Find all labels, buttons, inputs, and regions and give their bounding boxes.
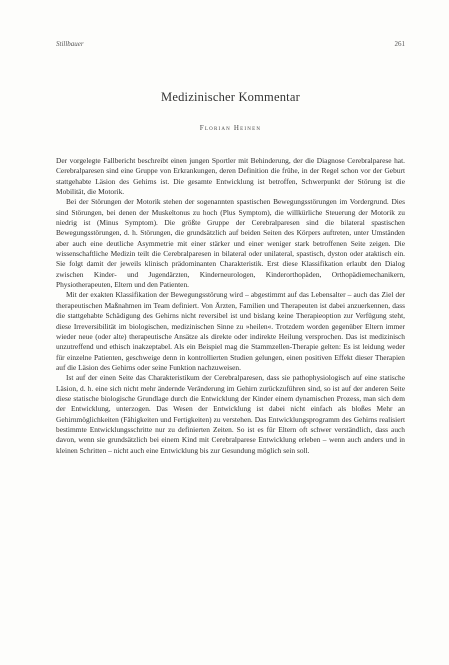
running-head-left: Stillbauer: [56, 40, 84, 48]
paragraph-1: Der vorgelegte Fallbericht beschreibt einen jungen Sportler mit Behinderung, der die Diagnose Cerebralparese hat. Cerebralparesen sind eine Gruppe von Erkrankungen, deren Definition die frühe, in der Regel schon vor der Geburt stattgehabte Läsion des Gehirns ist. Die gesamte Entwicklung ist betroffen, Schwerpunkt der Störung ist die Mobilität, die Motorik.: [56, 156, 405, 197]
page-number: 261: [394, 40, 405, 48]
article-author: Florian Heinen: [199, 124, 262, 132]
article-body: [56, 156, 405, 456]
paragraph-2: Bei der Störungen der Motorik stehen der sogenannten spastischen Bewegungsstörungen im Vordergrund. Dies sind Störungen, bei denen der Muskeltonus zu hoch (Plus Symptom), die willkürliche Steuerung der Motorik zu niedrig ist (Minus Symptom). Die größte Gruppe der Cerebralparesen sind die bilateral spastischen Bewegungsstörungen, d. h. Störungen, die grundsätzlich auf beiden Seiten des Körpers auftreten, unter Umständen aber auch eine deutliche Asymmetrie mit einer stärker und einer weniger stark betroffenen Seite zeigen. Die wissenschaftliche Medizin teilt die Cerebralparesen in bilateral oder unilateral, spastisch, dyston oder ataktisch ein. Sie folgt damit der jeweils klinisch prädominanten Charakteristik. Erst diese Klassifikation erlaubt den Dialog zwischen Kinder- und Jugendärzten, Kinderneurologen, Kinderorthopäden, Orthopädiemechanikern, Physiotherapeuten, Eltern und den Patienten.: [56, 197, 405, 290]
article-title: Medizinischer Kommentar: [161, 90, 300, 104]
paragraph-3: Mit der exakten Klassifikation der Bewegungsstörung wird – abgestimmt auf das Lebensalter – auch das Ziel der therapeutischen Maßnahmen im Team definiert. Von Ärzten, Familien und Therapeuten ist dabei anzuerkennen, dass die stattgehabte Schädigung des Gehirns nicht reversibel ist und bislang keine Therapieoption zur Verfügung steht, diese Irreversibilität im biologischen, medizinischen Sinne zu »heilen«. Trotzdem worden gegenüber Eltern immer wieder neue (oder alte) therapeutische Ansätze als direkte oder indirekte Heilung versprochen. Das ist medizinisch unzutreffend und ethisch inakzeptabel. Als ein Beispiel mag die Stammzellen-Therapie gelten: Es ist leidung weder für einzelne Patienten, geschweige denn in kontrollierten Studien gelungen, einen positiven Effekt dieser Therapien auf die Läsion des Gehirns oder seine Funktion nachzuweisen.: [56, 290, 405, 372]
paragraph-4: Ist auf der einen Seite das Charakteristikum der Cerebralparesen, dass sie pathophysiologisch auf eine statische Läsion, d. h. eine sich nicht mehr ändernde Veränderung im Gehirn zurückzuführen sind, so ist auf der anderen Seite diese statische biologische Grundlage durch die Entwicklung der Kinder einem dynamischen Prozess, man sich dem der Entwicklung, unterzogen. Das Wesen der Entwicklung ist dabei nicht einfach als bloßes Mehr an Gehirnmöglichkeiten (Fähigkeiten und Fertigkeiten) zu verstehen. Das Entwicklungsprogramm des Gehirns realisiert bestimmte Entwicklungsschritte nur zu definierten Zeiten. So ist es für Eltern oft schwer verständlich, dass auch davon, wenn sie grundsätzlich bei einem Kind mit Cerebralparese Entwicklung erleben – wenn auch anders und in kleinen Schritten – nicht auch eine Entwicklung bis zur Gesundung möglich sein soll.: [56, 373, 405, 455]
running-head: [56, 40, 405, 52]
